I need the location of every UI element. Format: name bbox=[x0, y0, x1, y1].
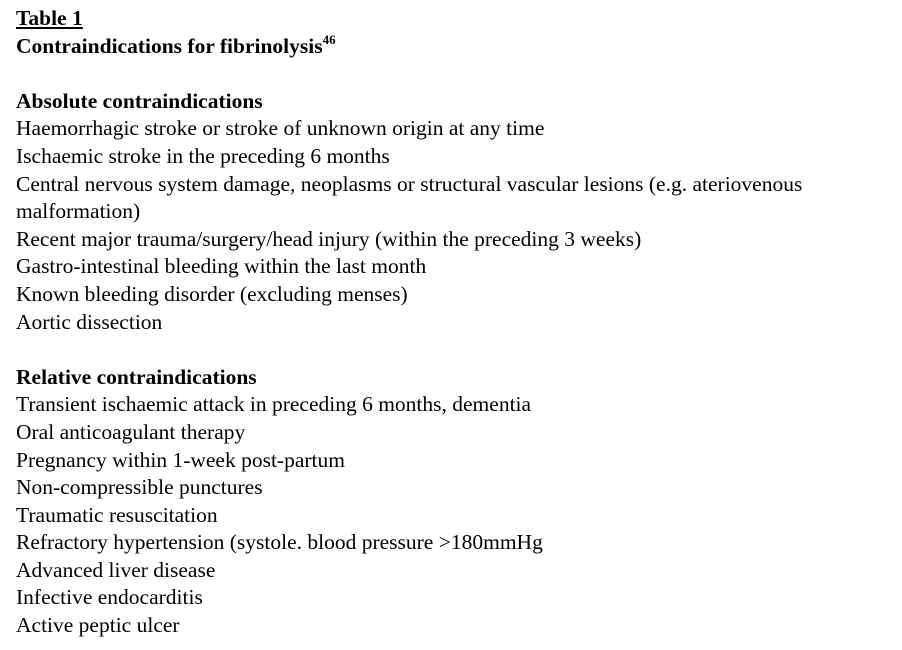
absolute-item: Gastro-intestinal bleeding within the last month bbox=[16, 254, 427, 279]
relative-item: Active peptic ulcer bbox=[16, 613, 180, 638]
absolute-item: malformation) bbox=[16, 199, 141, 224]
relative-item: Traumatic resuscitation bbox=[16, 502, 218, 527]
absolute-item: Known bleeding disorder (excluding menses) bbox=[16, 281, 408, 306]
table-title-text: Contraindications for fibrinolysis bbox=[16, 33, 323, 58]
relative-item: Advanced liver disease bbox=[16, 557, 216, 582]
absolute-item: Haemorrhagic stroke or stroke of unknown origin at any time bbox=[16, 116, 545, 141]
absolute-item: Recent major trauma/surgery/head injury (within the preceding 3 weeks) bbox=[16, 226, 642, 251]
spacer bbox=[16, 336, 902, 364]
relative-item: Non-compressible punctures bbox=[16, 475, 263, 500]
relative-item: Pregnancy within 1-week post-partum bbox=[16, 447, 345, 472]
relative-item: Oral anticoagulant therapy bbox=[16, 419, 246, 444]
relative-item: Infective endocarditis bbox=[16, 585, 203, 610]
absolute-item: Central nervous system damage, neoplasms or structural vascular lesions (e.g. ateriovenous bbox=[16, 171, 803, 196]
table-label: Table 1 bbox=[16, 6, 83, 30]
table-title bbox=[16, 33, 902, 61]
relative-item: Refractory hypertension (systole. blood pressure >180mmHg bbox=[16, 530, 543, 555]
spacer bbox=[16, 60, 902, 88]
title-reference: 46 bbox=[322, 31, 336, 47]
absolute-item: Aortic dissection bbox=[16, 309, 163, 334]
absolute-item: Ischaemic stroke in the preceding 6 months bbox=[16, 143, 390, 168]
relative-item: Transient ischaemic attack in preceding 6 months, dementia bbox=[16, 392, 532, 417]
relative-heading: Relative contraindications bbox=[16, 364, 257, 389]
absolute-heading: Absolute contraindications bbox=[16, 88, 263, 113]
